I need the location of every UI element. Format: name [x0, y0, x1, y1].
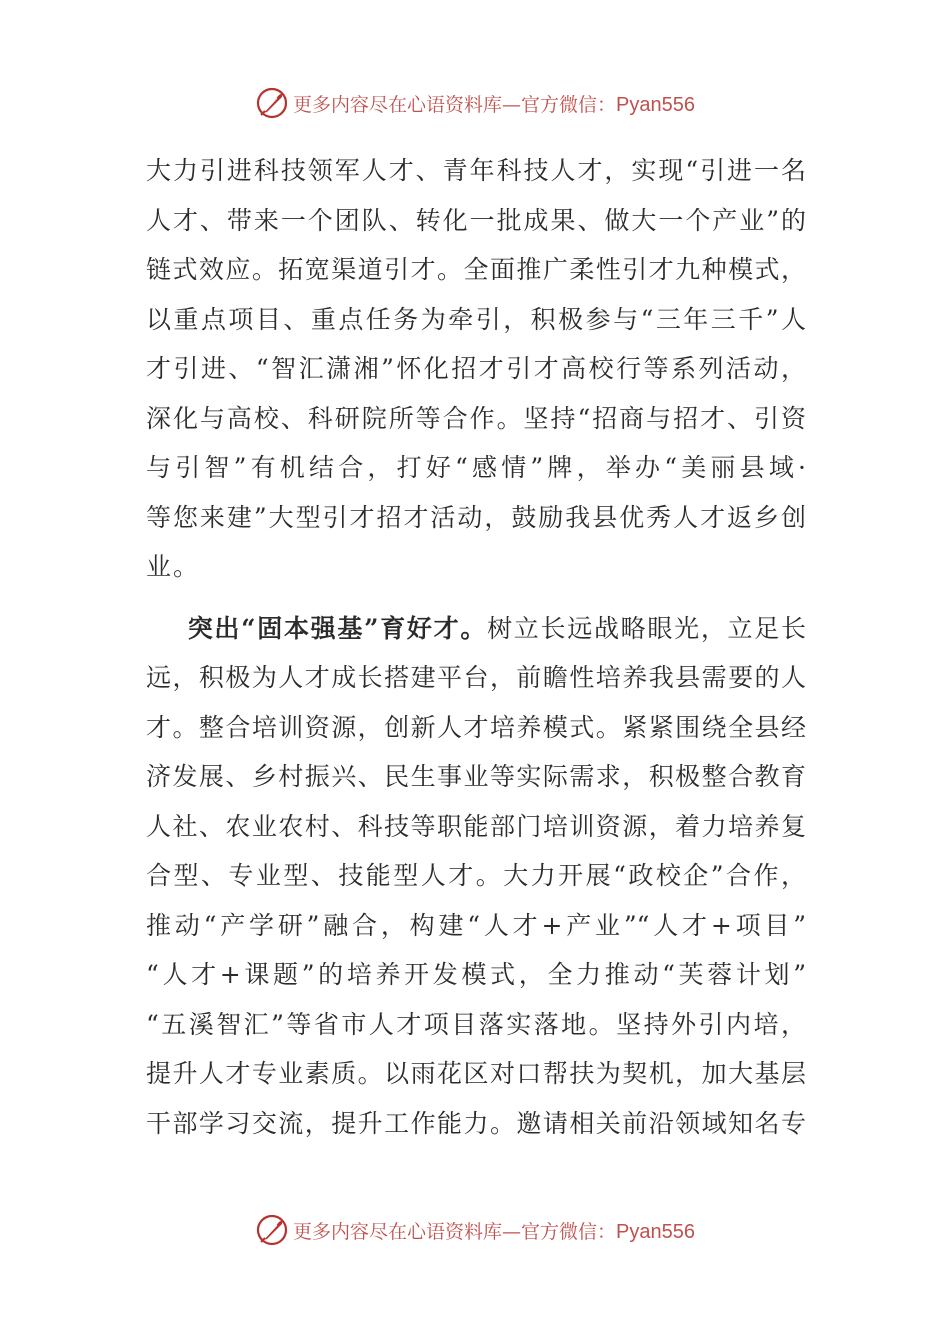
text-line: 提升人才专业素质。以雨花区对口帮扶为契机，加大基层 [146, 1059, 806, 1088]
document-body [146, 146, 806, 1148]
header-banner [0, 83, 950, 123]
text-line: 合型、专业型、技能型人才。大力开展“政校企”合作， [146, 861, 806, 890]
text-line: 人才、带来一个团队、转化一批成果、做大一个产业”的 [146, 205, 806, 235]
text-line: 突出“固本强基”育好才。树立长远战略眼光，立足长 [186, 613, 806, 643]
text-line: 推动“产学研”融合，构建“人才+产业”“人才+项目” [146, 910, 806, 940]
text-line: 才引进、“智汇潇湘”怀化招才引才高校行等系列活动， [146, 354, 806, 383]
text-line: 远，积极为人才成长搭建平台，前瞻性培养我县需要的人 [146, 663, 806, 692]
text-line: 以重点项目、重点任务为牵引，积极参与“三年三千”人 [146, 304, 806, 334]
quill-pen-logo-icon [255, 1213, 289, 1247]
wechat-id: Pyan556 [616, 93, 695, 116]
text-line: 大力引进科技领军人才、青年科技人才，实现“引进一名 [146, 156, 806, 185]
header-text: 更多内容尽在心语资料库—官方微信：Pyan556 [293, 93, 695, 116]
text-line: 深化与高校、科研院所等合作。坚持“招商与招才、引资 [146, 403, 806, 433]
text-line: 济发展、乡村振兴、民生事业等实际需求，积极整合教育 [146, 762, 806, 791]
quill-pen-logo-icon [255, 86, 289, 120]
paragraph [146, 604, 806, 1149]
text-line: 干部学习交流，提升工作能力。邀请相关前沿领域知名专 [146, 1108, 806, 1138]
text-line: 链式效应。拓宽渠道引才。全面推广柔性引才九种模式， [146, 255, 806, 284]
section-heading: 突出“固本强基”育好才。 [186, 613, 488, 643]
text-line: “五溪智汇”等省市人才项目落实落地。坚持外引内培， [146, 1009, 806, 1039]
footer-text: 更多内容尽在心语资料库—官方微信：Pyan556 [293, 1220, 695, 1243]
paragraph [146, 146, 806, 592]
text-line: 人社、农业农村、科技等职能部门培训资源，着力培养复 [146, 811, 806, 841]
text-line: 与引智”有机结合，打好“感情”牌，举办“美丽县域· [146, 453, 806, 482]
text-line: “人才+课题”的培养开发模式，全力推动“芙蓉计划” [146, 960, 806, 989]
footer-banner [0, 1210, 950, 1250]
wechat-id: Pyan556 [616, 1220, 695, 1243]
text-line: 才。整合培训资源，创新人才培养模式。紧紧围绕全县经 [146, 712, 806, 742]
text-line: 业。 [146, 552, 201, 581]
text-line: 等您来建”大型引才招才活动，鼓励我县优秀人才返乡创 [146, 502, 806, 532]
